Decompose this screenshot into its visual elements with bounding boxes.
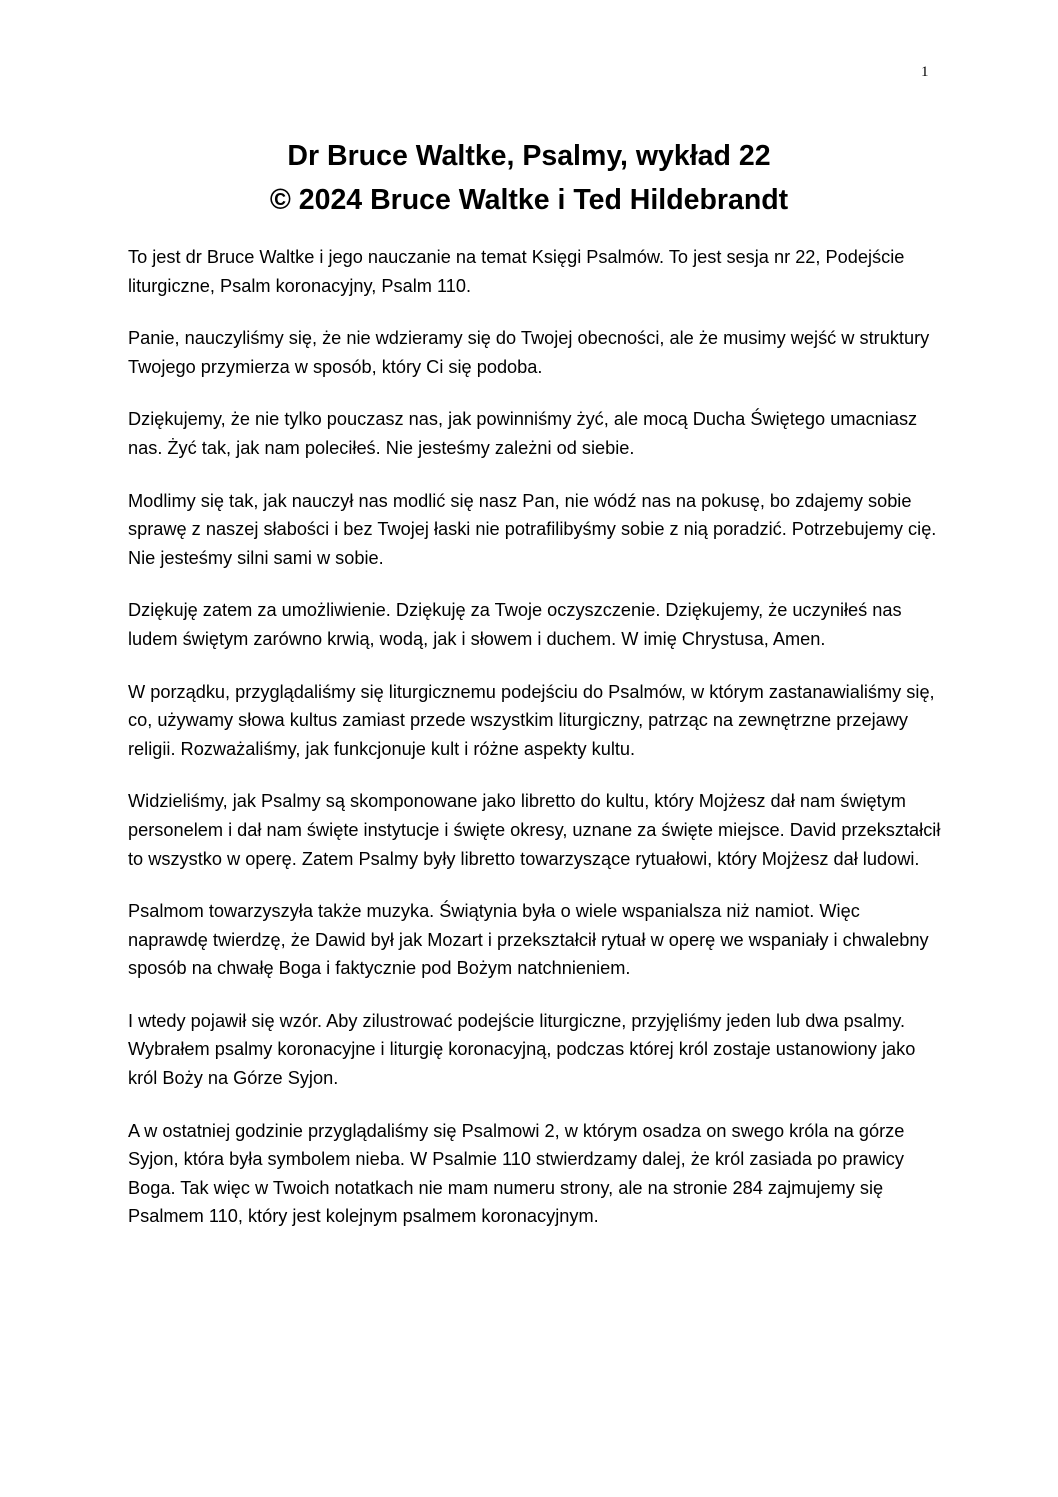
- paragraph-9: I wtedy pojawił się wzór. Aby zilustrować podejście liturgiczne, przyjęliśmy jeden lub dwa psalmy. Wybrałem psalmy koronacyjne i liturgię koronacyjną, podczas której król zostaje ustanowiony jako król Boży na Górze Syjon.: [128, 1010, 916, 1089]
- paragraph-5: Dziękuję zatem za umożliwienie. Dziękuję za Twoje oczyszczenie. Dziękujemy, że uczyniłeś nas ludem świętym zarówno krwią, wodą, jak i słowem i duchem. W imię Chrystusa, Amen.: [128, 600, 902, 649]
- paragraph-7: Widzieliśmy, jak Psalmy są skomponowane jako libretto do kultu, który Mojżesz dał nam świętym personelem i dał nam święte instytucje i święte okresy, uznane za święte miejsce. David przekształcił to wszystko w operę. Zatem Psalmy były libretto towarzyszące rytuałowi, który Mojżesz dał ludowi.: [128, 791, 941, 869]
- paragraph-6: W porządku, przyglądaliśmy się liturgicznemu podejściu do Psalmów, w którym zastanawialiśmy się, co, używamy słowa kultus zamiast przede wszystkim liturgiczny, patrząc na zewnętrzne przejawy religii. Rozważaliśmy, jak funkcjonuje kult i różne aspekty kultu.: [128, 681, 935, 759]
- paragraph-10: A w ostatniej godzinie przyglądaliśmy się Psalmowi 2, w którym osadza on swego króla na górze Syjon, która była symbolem nieba. W Psalmie 110 stwierdzamy dalej, że król zasiada po prawicy Boga. Tak więc w Twoich notatkach nie mam numeru strony, ale na stronie 284 zajmujemy się Psalmem 110, który jest kolejnym psalmem koronacyjnym.: [128, 1120, 905, 1227]
- title-line-1: Dr Bruce Waltke, Psalmy, wykład 22: [287, 140, 771, 172]
- paragraph-1: To jest dr Bruce Waltke i jego nauczanie na temat Księgi Psalmów. To jest sesja nr 22, Podejście liturgiczne, Psalm koronacyjny, Psalm 110.: [128, 247, 905, 296]
- paragraph-3: Dziękujemy, że nie tylko pouczasz nas, jak powinniśmy żyć, ale mocą Ducha Świętego umacniasz nas. Żyć tak, jak nam poleciłeś. Nie jesteśmy zależni od siebie.: [128, 409, 918, 458]
- document-body: [128, 243, 943, 1255]
- paragraph-2: Panie, nauczyliśmy się, że nie wdzieramy się do Twojej obecności, ale że musimy wejść w struktury Twojego przymierza w sposób, który Ci się podoba.: [128, 328, 930, 377]
- paragraph-8: Psalmom towarzyszyła także muzyka. Świątynia była o wiele wspanialsza niż namiot. Więc naprawdę twierdzę, że Dawid był jak Mozart i przekształcił rytuał w operę we wspaniały i chwalebny sposób na chwałę Boga i faktycznie pod Bożym natchnieniem.: [128, 901, 929, 979]
- title-line-2: © 2024 Bruce Waltke i Ted Hildebrandt: [269, 184, 789, 216]
- paragraph-4: Modlimy się tak, jak nauczył nas modlić się nasz Pan, nie wódź nas na pokusę, bo zdajemy sobie sprawę z naszej słabości i bez Twojej łaski nie potrafilibyśmy sobie z nią poradzić. Potrzebujemy cię. Nie jesteśmy silni sami w sobie.: [128, 490, 937, 568]
- document-title: [0, 134, 1058, 222]
- page-number: 1: [921, 64, 929, 80]
